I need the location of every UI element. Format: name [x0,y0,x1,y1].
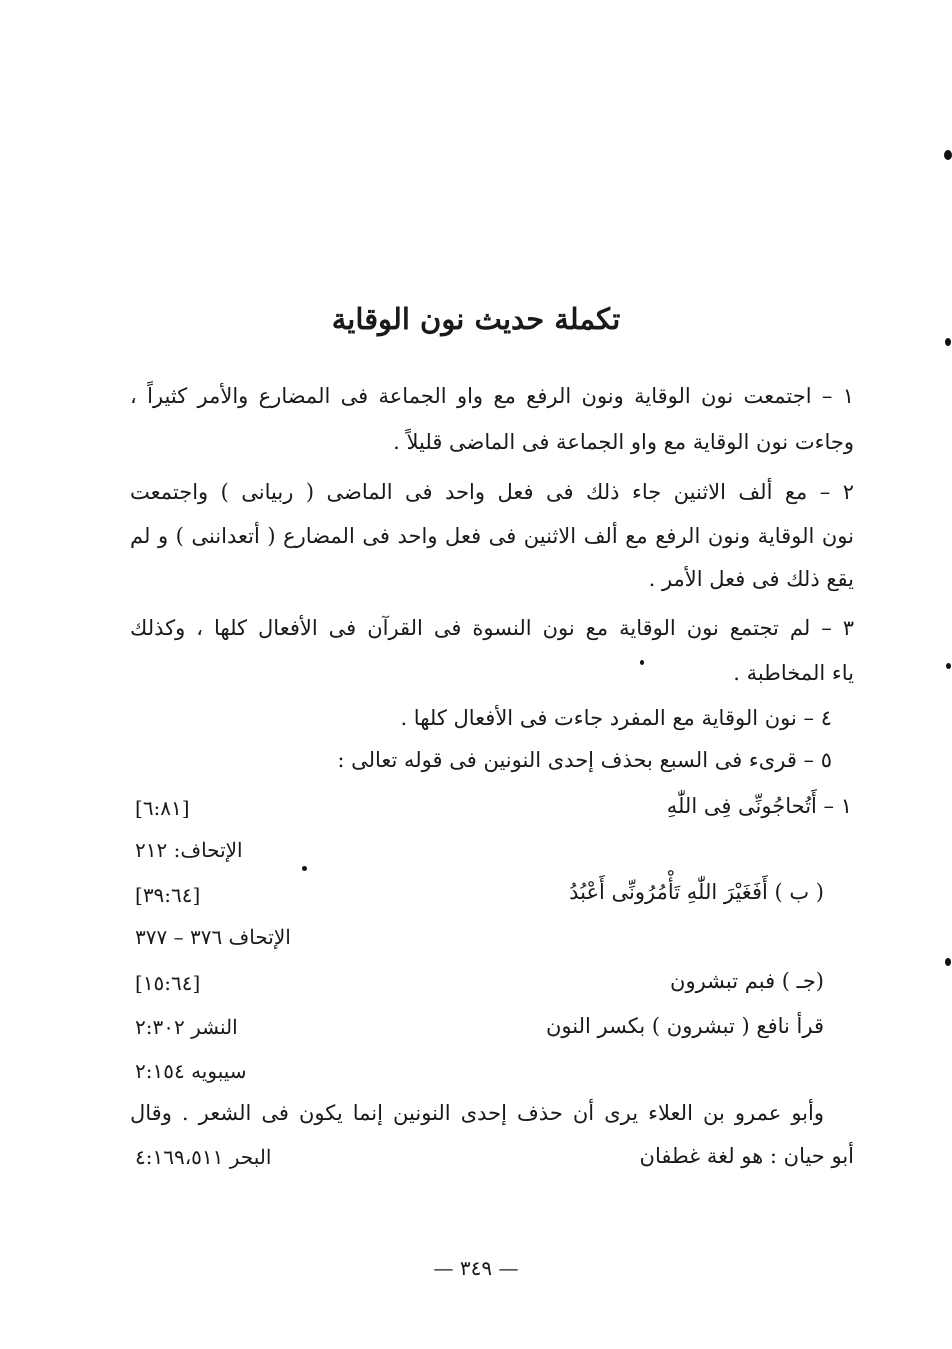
page-number: — ٣٤٩ — [433,1256,519,1280]
item-b-ref: [٣٩:٦٤] [135,883,201,907]
reading-source-nashr: النشر ٢:٣٠٢ [135,1015,238,1039]
para3-line2: ياء المخاطبة . [733,661,854,685]
reading-text: قرأ نافع ( تبشرون ) بكسر النون [545,1014,824,1038]
reading-source-sibawayh: سيبويه ٢:١٥٤ [135,1059,247,1083]
page-title: تكملة حديث نون الوقاية [331,302,621,336]
para2-line3: يقع ذلك فى فعل الأمر . [648,567,854,591]
para2-line2: نون الوقاية ونون الرفع مع ألف الاثنين فى فعل واحد فى المضارع ( أتعداننى ) و لم [130,524,854,548]
scan-mark [945,958,951,966]
item-a-ref: [٦:٨١] [135,796,190,820]
item-a-text: ١ – أَتُحاجُونِّى فِى اللّٰهِ [666,794,852,818]
item-c-text: (جـ ) فبم تبشرون [670,969,824,993]
item-a-source: الإتحاف: ٢١٢ [135,838,243,862]
scan-mark [946,663,951,669]
item-c-ref: [١٥:٦٤] [135,971,201,995]
scan-mark [302,866,307,871]
para4: ٤ – نون الوقاية مع المفرد جاءت فى الأفعال كلها . [400,706,832,730]
scan-mark [640,660,644,665]
para1-line2: وجاءت نون الوقاية مع واو الجماعة فى الماضى قليلاً . [393,430,854,454]
para2-line1: ٢ – مع ألف الاثنين جاء ذلك فى فعل واحد فى الماضى ( ربيانى ) واجتمعت [130,480,854,504]
item-b-source: الإتحاف ٣٧٦ – ٣٧٧ [135,925,291,949]
para1-line1: ١ – اجتمعت نون الوقاية ونون الرفع مع واو الجماعة فى المضارع والأمر كثيراً ، [130,384,854,408]
item-b-text: ( ب ) أَفَغَيْرَ اللّٰهِ تَأْمُرُونِّى أَعْبُدُ [569,880,824,904]
para3-line1: ٣ – لم تجتمع نون الوقاية مع نون النسوة فى القرآن فى الأفعال كلها ، وكذلك [130,616,854,640]
closing-line2: أبو حيان : هو لغة غطفان [639,1144,854,1168]
para5: ٥ – قرىء فى السبع بحذف إحدى النونين فى قوله تعالى : [337,748,832,772]
closing-source: البحر ٤:١٦٩،٥١١ [135,1145,272,1169]
scan-mark [944,150,952,160]
closing-line1: وأبو عمرو بن العلاء يرى أن حذف إحدى النونين إنما يكون فى الشعر . وقال [130,1101,824,1125]
scan-mark [945,338,951,346]
